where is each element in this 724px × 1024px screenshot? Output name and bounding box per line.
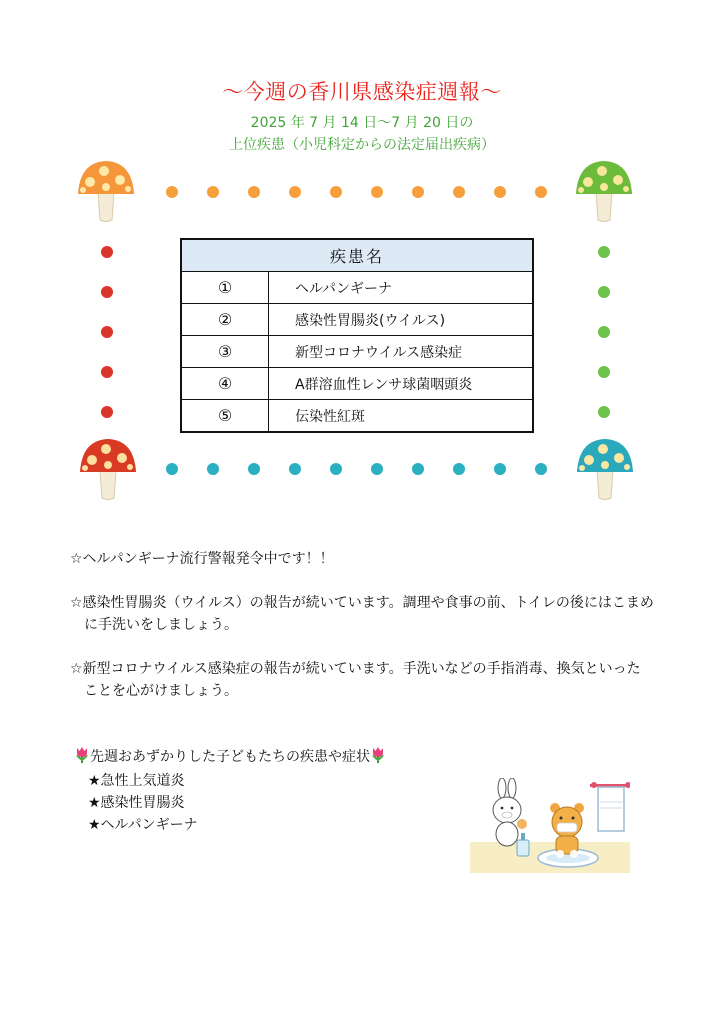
rank-cell: ② (181, 304, 269, 336)
page-title: 〜今週の香川県感染症週報〜 (222, 80, 502, 104)
list-item: ★感染性胃腸炎 (88, 795, 185, 811)
table-row (181, 304, 533, 336)
table-header-row (181, 239, 533, 272)
list-item: ★ヘルパンギーナ (88, 817, 198, 833)
frame-dot (248, 186, 260, 198)
subtitle: 上位疾患（小児科定からの法定届出疾病） (229, 137, 495, 153)
frame-dot (101, 246, 113, 258)
frame-dot (289, 463, 301, 475)
frame-dot (598, 366, 610, 378)
table-row (181, 400, 533, 433)
frame-dot (494, 186, 506, 198)
disease-name-cell: A群溶血性レンサ球菌咽頭炎 (269, 368, 534, 400)
frame-dot (207, 463, 219, 475)
last-week-heading-text: 先週おあずかりした子どもたちの疾患や症状 (90, 749, 370, 765)
disease-name-cell: ヘルパンギーナ (269, 272, 534, 304)
frame-dot (166, 463, 178, 475)
frame-dot (101, 286, 113, 298)
frame-dot (412, 463, 424, 475)
frame-dot (166, 186, 178, 198)
frame-dot (598, 406, 610, 418)
frame-dot (453, 186, 465, 198)
list-item: ★急性上気道炎 (88, 773, 185, 789)
frame-dot (330, 186, 342, 198)
frame-dot (330, 463, 342, 475)
frame-dot (412, 186, 424, 198)
note-line: ☆感染性胃腸炎（ウイルス）の報告が続いています。調理や食事の前、トイレの後にはこまめ (70, 595, 654, 611)
note-line: ☆新型コロナウイルス感染症の報告が続いています。手洗いなどの手指消毒、換気といった (70, 661, 641, 677)
tulip-icon (370, 746, 386, 764)
note-line: に手洗いをしましょう。 (84, 617, 238, 633)
green-mushroom-icon (574, 158, 634, 222)
frame-dot (371, 186, 383, 198)
frame-dot (453, 463, 465, 475)
frame-dot (535, 463, 547, 475)
frame-dot (101, 366, 113, 378)
disease-name-cell: 感染性胃腸炎(ウイルス) (269, 304, 534, 336)
frame-dot (535, 186, 547, 198)
frame-dot (101, 326, 113, 338)
frame-dot (248, 463, 260, 475)
table-row (181, 336, 533, 368)
table-row (181, 368, 533, 400)
date-range: 2025 年 7 月 14 日〜7 月 20 日の (250, 115, 474, 131)
orange-mushroom-icon (76, 158, 136, 222)
rank-cell: ③ (181, 336, 269, 368)
rank-cell: ④ (181, 368, 269, 400)
frame-dot (207, 186, 219, 198)
disease-table (180, 238, 534, 433)
rank-cell: ⑤ (181, 400, 269, 433)
frame-dot (289, 186, 301, 198)
red-mushroom-icon (78, 436, 138, 500)
table-row (181, 272, 533, 304)
teal-mushroom-icon (575, 436, 635, 500)
disease-name-cell: 新型コロナウイルス感染症 (269, 336, 534, 368)
last-week-heading (74, 746, 386, 766)
frame-dot (598, 246, 610, 258)
note-gastroenteritis (70, 592, 690, 636)
frame-dot (598, 286, 610, 298)
table-header: 疾患名 (181, 239, 533, 272)
note-herpangina-alert: ☆ヘルパンギーナ流行警報発令中です！！ (70, 551, 334, 567)
rank-cell: ① (181, 272, 269, 304)
tulip-icon (74, 746, 90, 764)
frame-dot (371, 463, 383, 475)
frame-dot (598, 326, 610, 338)
handwashing-illustration (470, 778, 630, 873)
note-line: ことを心がけましょう。 (84, 683, 238, 699)
disease-name-cell: 伝染性紅斑 (269, 400, 534, 433)
note-covid (70, 658, 690, 702)
frame-dot (101, 406, 113, 418)
frame-dot (494, 463, 506, 475)
